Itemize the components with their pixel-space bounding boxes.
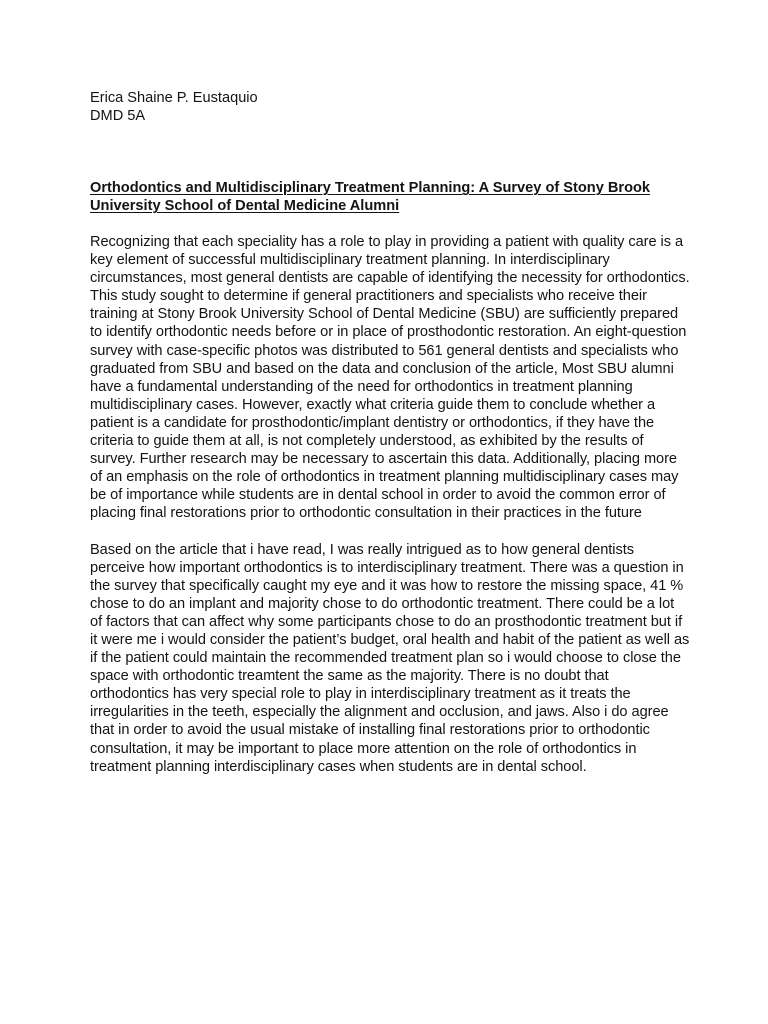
- paragraph-reflection: Based on the article that i have read, I was really intrigued as to how general dentists perceive how important orthodontics is to interdisciplinary treatment. There was a question in the survey that specifically caught my eye and it was how to restore the missing space, 41 % chose to do an implant and majority chose to do orthodontic treatment. There could be a lot of factors that can affect why some participants chose to do an prosthodontic treatment but if it were me i would consider the patient’s budget, oral health and habit of the patient as well as if the patient could maintain the recommended treatment plan so i would choose to close the space with orthodontic treamtent the same as the majority. There is no doubt that orthodontics has very special role to play in interdisciplinary treatment as it treats the irregularities in the teeth, especially the alignment and occlusion, and jaws. Also i do agree that in order to avoid the usual mistake of installing final restorations prior to orthodontic consultation, it may be important to place more attention on the role of orthodontics in treatment planning interdisciplinary cases when students are in dental school.: [90, 541, 690, 775]
- author-name: Erica Shaine P. Eustaquio: [90, 90, 258, 106]
- paragraph-summary: Recognizing that each speciality has a role to play in providing a patient with quality care is a key element of successful multidisciplinary treatment planning. In interdisciplinary circumstances, most general dentists are capable of identifying the necessity for orthodontics. This study sought to determine if general practitioners and specialists who receive their training at Stony Brook University School of Dental Medicine (SBU) are sufficiently prepared to identify orthodontic needs before or in place of prosthodontic restoration. An eight-question survey with case-specific photos was distributed to 561 general dentists and specialists who graduated from SBU and based on the data and conclusion of the article, Most SBU alumni have a fundamental understanding of the need for orthodontics in treatment planning multidisciplinary cases. However, exactly what criteria guide them to conclude whether a patient is a candidate for prosthodontic/implant dentistry or orthodontics, if they have the criteria to guide them at all, is not completely understood, as exhibited by the results of survey. Further research may be necessary to ascertain this data. Additionally, placing more of an emphasis on the role of orthodontics in treatment planning multidisciplinary cases may be of importance while students are in dental school in order to avoid the common error of placing final restorations prior to orthodontic consultation in their practices in the future: [90, 234, 690, 522]
- document-content: [90, 89, 690, 776]
- class-section: DMD 5A: [90, 108, 146, 124]
- document-title: Orthodontics and Multidisciplinary Treatment Planning: A Survey of Stony Brook University School of Dental Medicine Alumni: [90, 180, 651, 214]
